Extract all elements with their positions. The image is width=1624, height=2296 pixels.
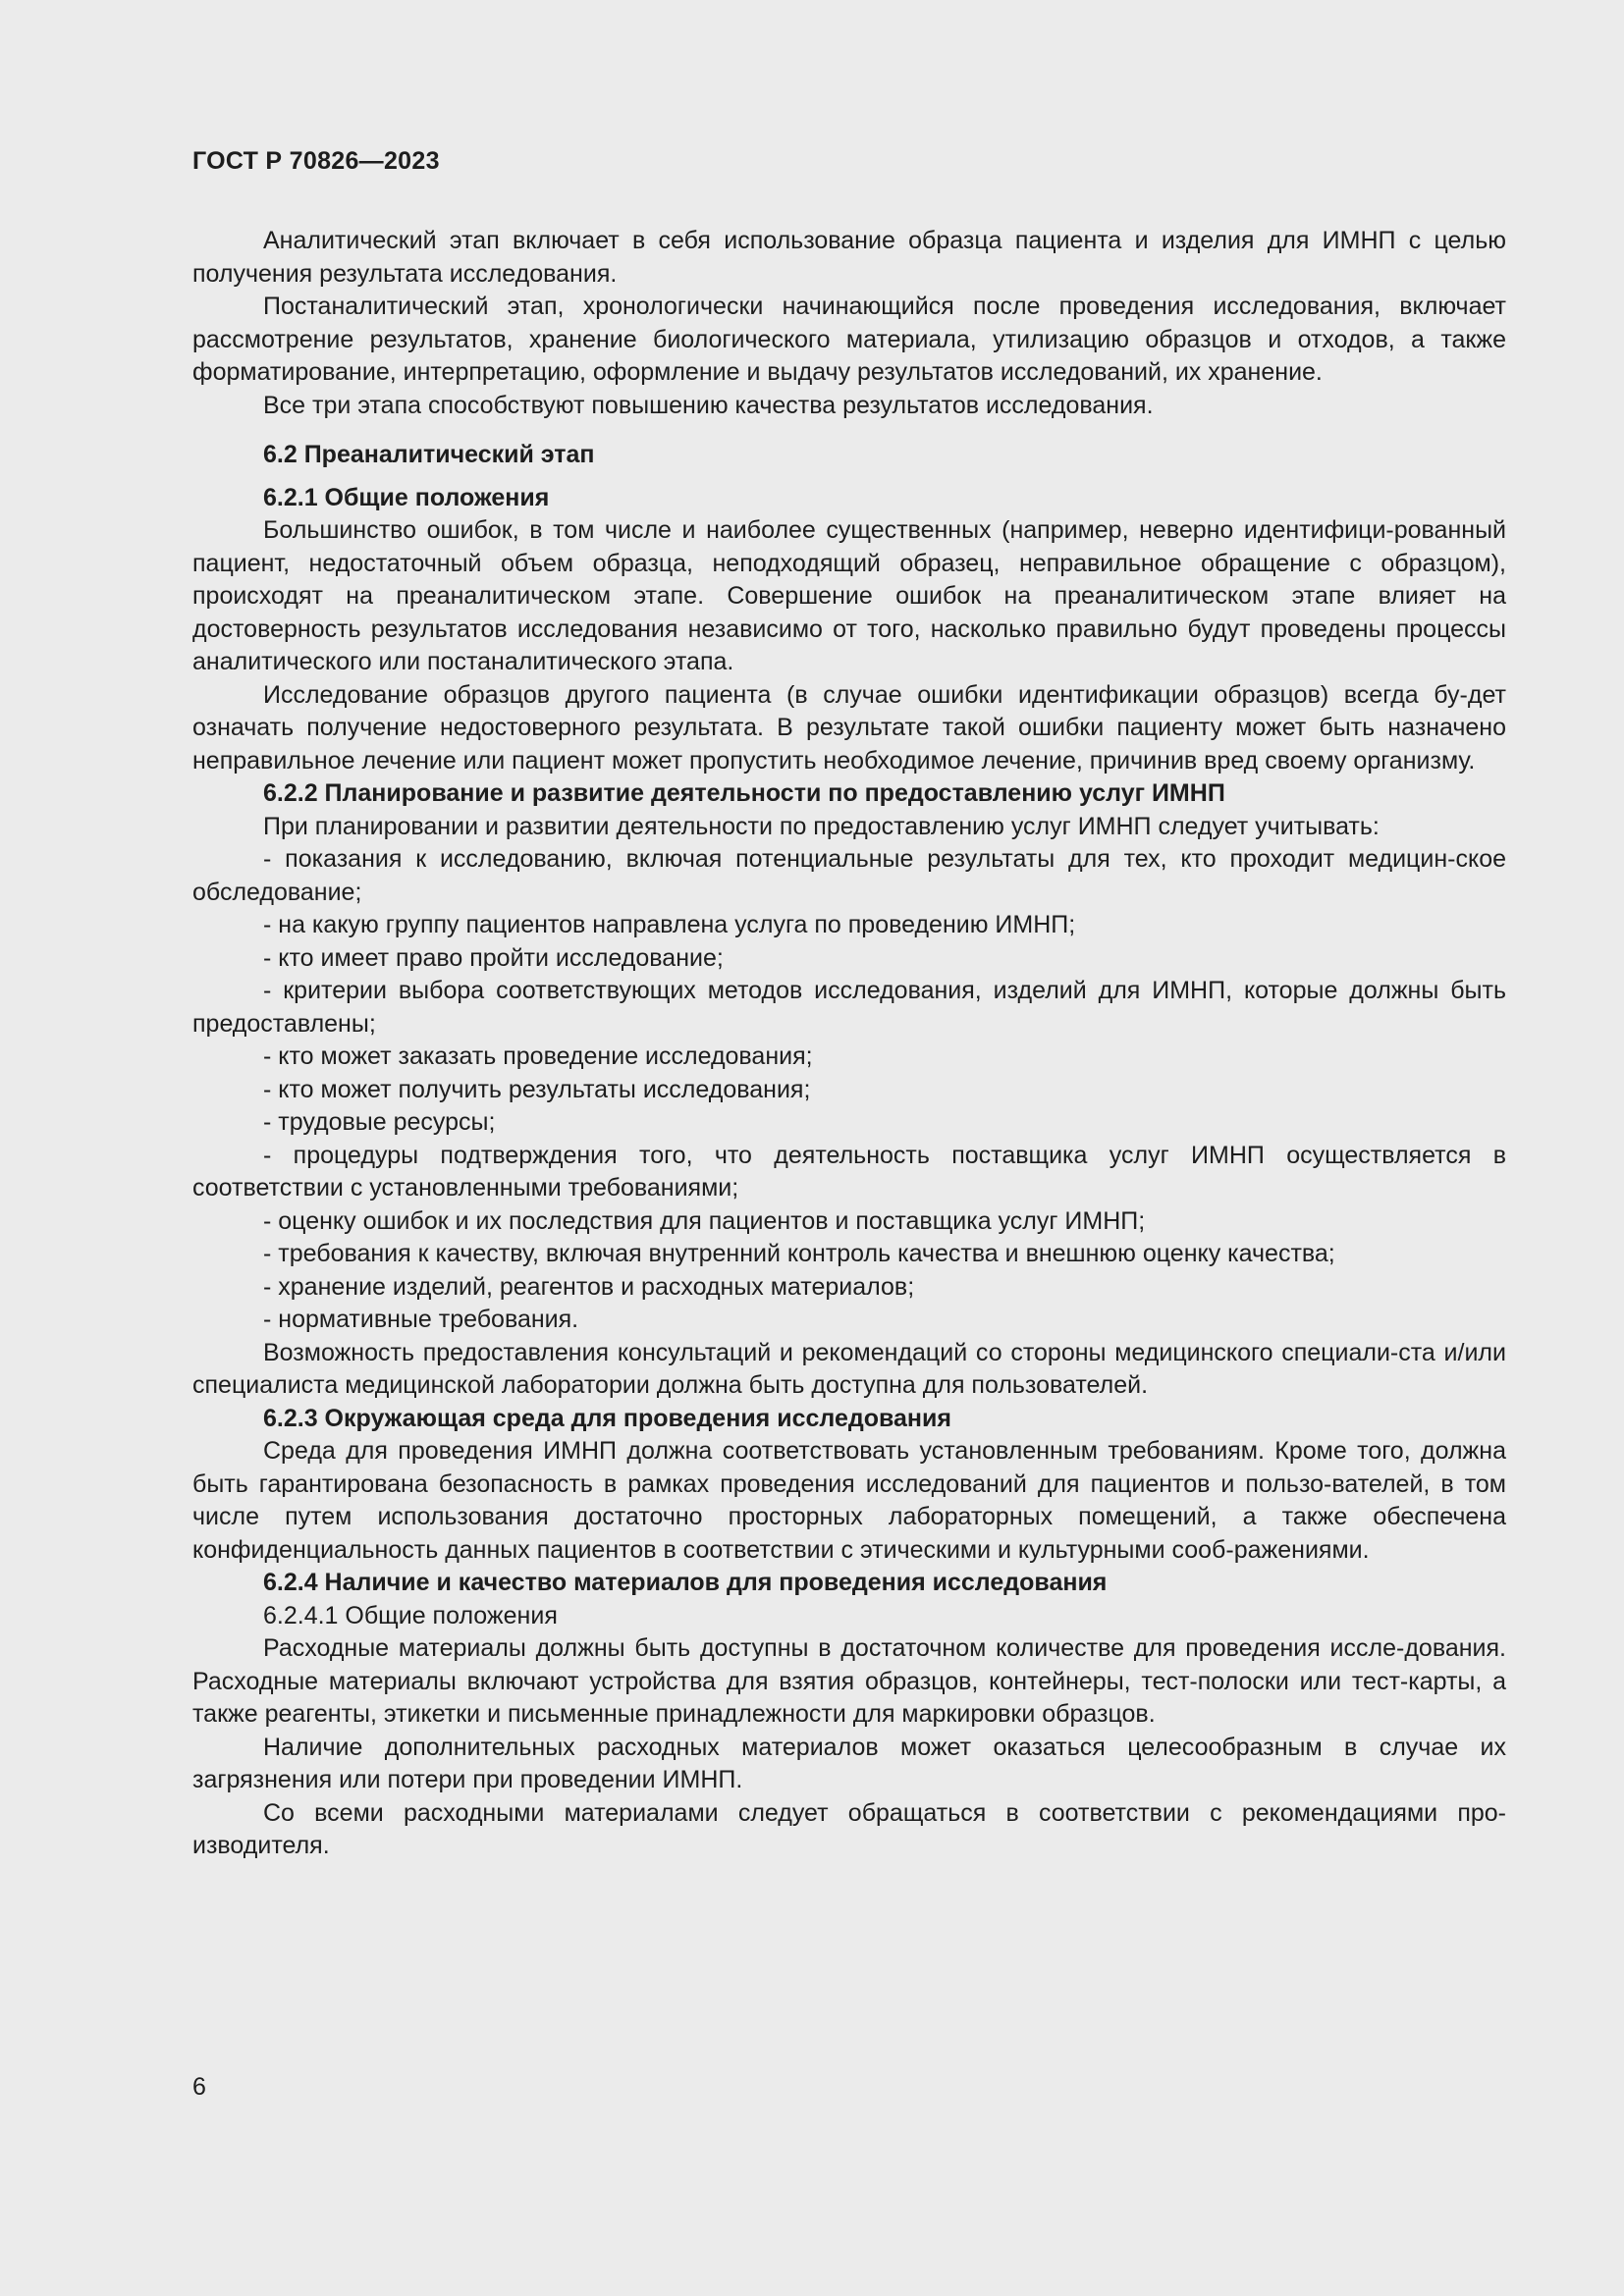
list-item: - процедуры подтверждения того, что деятельность поставщика услуг ИМНП осуществляется в соответствии с установленными требованиями; <box>192 1141 1506 1201</box>
section-heading-6-2: 6.2 Преаналитический этап <box>263 441 595 468</box>
subsection-heading-6-2-3: 6.2.3 Окружающая среда для проведения исследования <box>263 1404 951 1432</box>
list-item: - хранение изделий, реагентов и расходных материалов; <box>263 1272 915 1301</box>
paragraph: Наличие дополнительных расходных материалов может оказаться целесообразным в случае их загрязнения или потери при проведении ИМНП. <box>192 1733 1506 1793</box>
paragraph: Возможность предоставления консультаций и рекомендаций со стороны медицинского специали-ста и/или специалиста медицинской лаборатории должна быть доступна для пользователей. <box>192 1338 1506 1399</box>
list-item: - критерии выбора соответствующих методов исследования, изделий для ИМНП, которые должны быть предоставлены; <box>192 977 1506 1038</box>
page-number: 6 <box>192 2073 206 2101</box>
list-item: - показания к исследованию, включая потенциальные результаты для тех, кто проходит медицин-ское обследование; <box>192 845 1506 906</box>
paragraph: Со всеми расходными материалами следует обращаться в соответствии с рекомендациями про-изводителя. <box>192 1798 1506 1859</box>
document-header: ГОСТ Р 70826—2023 <box>192 147 440 175</box>
paragraph: Все три этапа способствуют повышению качества результатов исследования. <box>263 391 1154 419</box>
list-item: - кто может получить результаты исследования; <box>263 1075 811 1103</box>
paragraph: Исследование образцов другого пациента (в случае ошибки идентификации образцов) всегда бу-дет означать получение недостоверного результата. В результате такой ошибки пациенту может быть назначено неправильное лечение или пациент может пропустить необходимое лечение, причинив вред своему организму. <box>192 680 1506 774</box>
subsection-heading-6-2-4-1: 6.2.4.1 Общие положения <box>263 1601 558 1629</box>
paragraph: Расходные материалы должны быть доступны в достаточном количестве для проведения иссле-дования. Расходные материалы включают устройства для взятия образцов, контейнеры, тест-полоски или тест-карты, а также реагенты, этикетки и письменные принадлежности для маркировки образцов. <box>192 1634 1506 1728</box>
list-item: - на какую группу пациентов направлена услуга по проведению ИМНП; <box>263 911 1076 938</box>
paragraph: При планировании и развитии деятельности по предоставлению услуг ИМНП следует учитывать: <box>263 812 1380 840</box>
paragraph: Аналитический этап включает в себя использование образца пациента и изделия для ИМНП с целью получения результата исследования. <box>192 227 1506 288</box>
paragraph: Среда для проведения ИМНП должна соответствовать установленным требованиям. Кроме того, должна быть гарантирована безопасность в рамках проведения исследований для пациентов и пользо-вателей, в том числе путем использования достаточно просторных лабораторных помещений, а также обеспечена конфиденциальность данных пациентов в соответствии с этическими и культурными сооб-ражениями. <box>192 1437 1506 1564</box>
paragraph: Постаналитический этап, хронологически начинающийся после проведения исследования, включает рассмотрение результатов, хранение биологического материала, утилизацию образцов и отходов, а также форматирование, интерпретацию, оформление и выдачу результатов исследований, их хранение. <box>192 293 1506 386</box>
list-item: - кто имеет право пройти исследование; <box>263 943 724 972</box>
list-item: - нормативные требования. <box>263 1306 579 1333</box>
subsection-heading-6-2-4: 6.2.4 Наличие и качество материалов для проведения исследования <box>263 1569 1108 1596</box>
subsection-heading-6-2-1: 6.2.1 Общие положения <box>263 483 550 511</box>
list-item: - трудовые ресурсы; <box>263 1108 496 1136</box>
list-item: - оценку ошибок и их последствия для пациентов и поставщика услуг ИМНП; <box>263 1206 1146 1235</box>
paragraph: Большинство ошибок, в том числе и наиболее существенных (например, неверно идентифици-рованный пациент, недостаточный объем образца, неподходящий образец, неправильное обращение с образцом), происходят на преаналитическом этапе. Совершение ошибок на преаналитическом этапе влияет на достоверность результатов исследования независимо от того, насколько правильно будут проведены процессы аналитического или постаналитического этапа. <box>192 516 1506 675</box>
subsection-heading-6-2-2: 6.2.2 Планирование и развитие деятельности по предоставлению услуг ИМНП <box>263 779 1225 807</box>
list-item: - требования к качеству, включая внутренний контроль качества и внешнюю оценку качества; <box>263 1240 1335 1267</box>
list-item: - кто может заказать проведение исследования; <box>263 1042 813 1070</box>
document-body <box>192 225 1506 1863</box>
